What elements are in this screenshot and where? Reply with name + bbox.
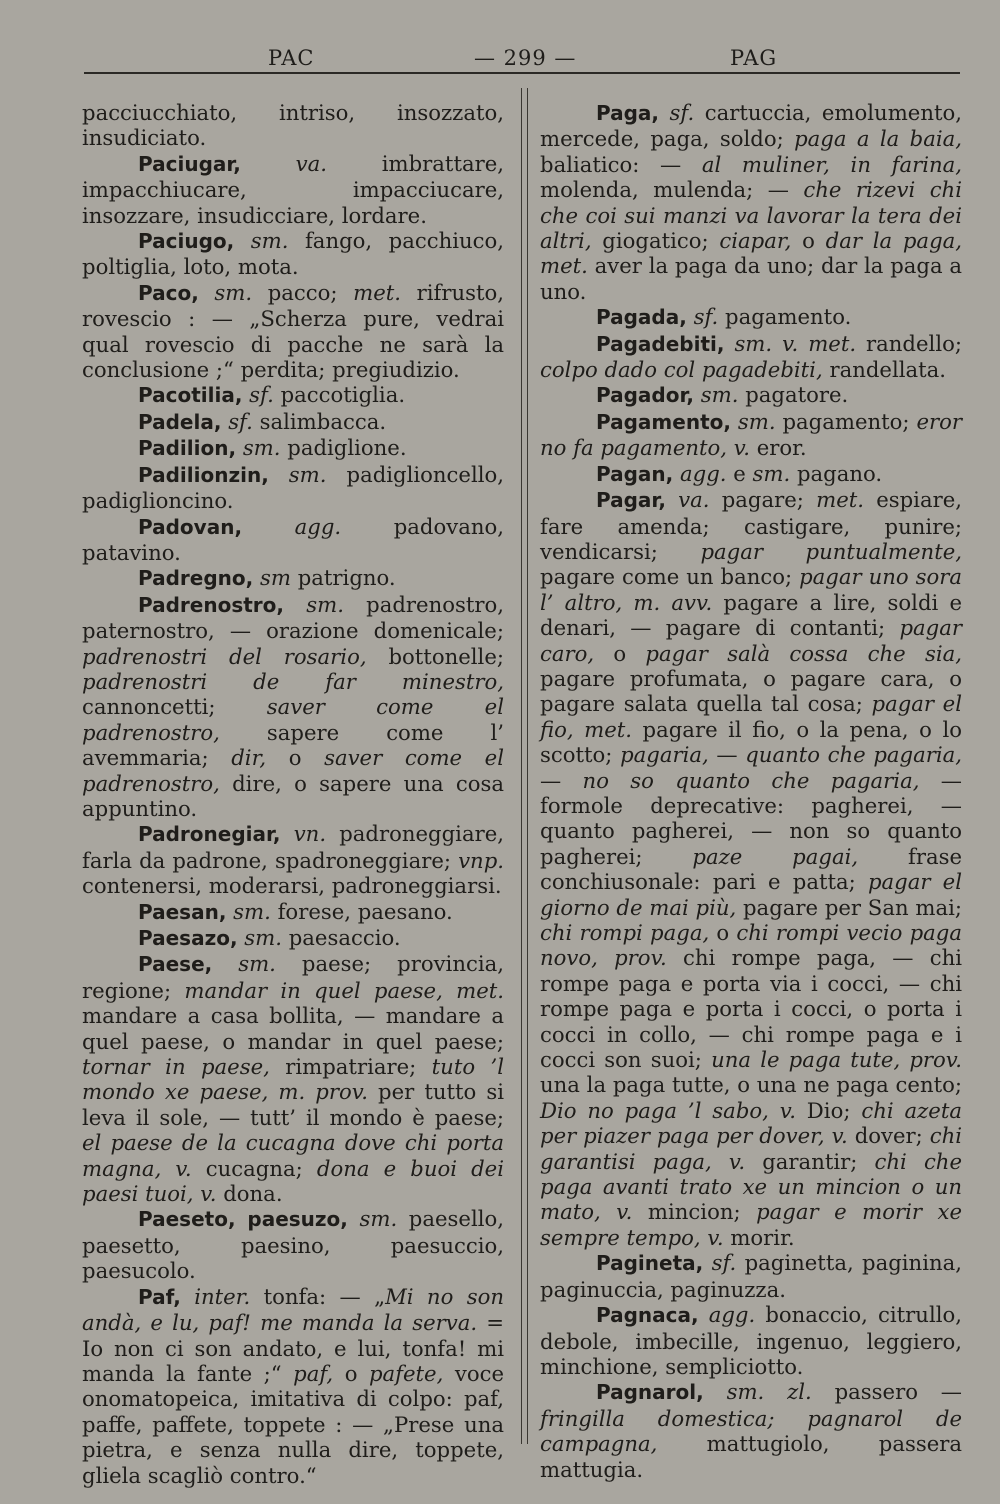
headword: Paeseto, paesuzo, <box>138 1207 348 1232</box>
definition-text: paese; provincia, regione; <box>82 951 504 1003</box>
definition-text: dire, o sapere una cosa appuntino. <box>82 770 504 821</box>
definition-text: morir. <box>723 1224 795 1250</box>
example-phrase: pagar salà cossa che sia, <box>645 640 962 666</box>
definition-text: dona. <box>216 1181 283 1207</box>
definition-text: pagare come un banco; <box>540 564 800 590</box>
grammar-label: sf. <box>686 304 719 330</box>
definition-text: rifrusto, rovescio : — „Scherza pure, vedrai qual rovescio di pacche ne sarà la conclusione ;“ perdita; pregiudizio. <box>82 279 505 383</box>
grammar-label: sf. <box>242 382 274 408</box>
definition-text: mattugiolo, passera mattugia. <box>540 1431 962 1482</box>
definition-text: garantir; <box>745 1148 875 1174</box>
example-phrase: paze pagai, <box>692 843 859 869</box>
example-phrase: dir, <box>231 745 267 771</box>
example-phrase: Mi no son andà, e lu, paf! me manda la serva. <box>82 1283 504 1336</box>
example-phrase: paf, <box>293 1360 334 1386</box>
definition-text: randellata. <box>822 357 947 383</box>
grammar-label: sm. <box>234 228 289 254</box>
definition-text: imbrattare, impacchiucare, impacciucare, insozzare, insudicciare, lordare. <box>82 150 504 228</box>
example-phrase: tornar in paese, <box>82 1054 270 1080</box>
definition-text: — <box>540 767 583 793</box>
grammar-label: sm. <box>212 951 276 977</box>
example-phrase: colpo dado col pagadebiti, <box>540 357 823 383</box>
grammar-label: sm <box>253 565 291 591</box>
example-phrase: fringilla domestica; pagnarol de campagna, <box>540 1405 962 1457</box>
definition-text: o <box>266 745 325 771</box>
definition-text: randello; <box>856 330 962 356</box>
column-divider <box>521 88 528 1444</box>
headword: Padregno, <box>138 566 254 591</box>
grammar-label: sm. <box>752 460 791 486</box>
grammar-label: agg. <box>242 513 342 539</box>
example-phrase: no so quanto che pagaria, <box>582 767 920 793</box>
dictionary-entry <box>82 821 504 898</box>
header-right-guide-word: PAG <box>730 46 778 70</box>
dictionary-entry <box>82 1206 504 1283</box>
grammar-label: sm. <box>237 925 282 950</box>
headword: Paga, <box>596 101 660 125</box>
definition-text: forese, paesano. <box>270 898 453 924</box>
definition-text: paccotiglia. <box>273 382 406 408</box>
headword: Pagador, <box>596 383 695 408</box>
headword: Pagnarol, <box>596 1380 704 1405</box>
definition-text: pagare profumata, o pagare cara, o pagare salata quella tal cosa; <box>540 665 962 717</box>
dictionary-entry <box>82 899 504 925</box>
example-phrase: padrenostri del rosario, <box>82 643 367 669</box>
headword: Paf, <box>138 1284 181 1309</box>
example-phrase: saver come el padrenostro, <box>82 694 504 745</box>
definition-text: pacco; <box>252 279 354 305</box>
grammar-label: inter. <box>180 1283 251 1309</box>
dictionary-entry <box>82 151 504 228</box>
grammar-label: sm. zl. <box>703 1379 812 1405</box>
example-phrase: paga a la baia, <box>794 126 962 152</box>
dictionary-entry <box>82 409 504 435</box>
dictionary-entry <box>82 1284 504 1488</box>
page-number: — 299 — <box>474 46 577 70</box>
dictionary-entry <box>540 487 962 1250</box>
dictionary-entry <box>82 514 504 566</box>
definition-text: molenda, mulenda; — <box>540 177 804 203</box>
grammar-label: sm. <box>694 382 739 408</box>
definition-text: una la paga tutte, o una ne paga cento; <box>540 1072 962 1098</box>
definition-text: pagatore. <box>738 382 849 408</box>
dictionary-entry <box>82 565 504 591</box>
dictionary-entry <box>540 100 962 304</box>
definition-text: patrigno. <box>290 565 396 591</box>
definition-text: aver la paga da uno; dar la paga a uno. <box>540 253 962 304</box>
definition-text: pagare per San mai; <box>736 894 962 920</box>
headword: Paciugar, <box>138 151 241 176</box>
definition-text: cucagna; <box>191 1155 317 1181</box>
example-phrase: al muliner, in farina, <box>701 151 962 177</box>
definition-text: pagare a lire, soldi e denari, — pagare di contanti; <box>540 589 963 641</box>
headword: Padela, <box>138 409 222 434</box>
definition-text: pagare il fio, o la pena, o lo scotto; <box>540 716 962 768</box>
definition-text: per tutto si leva il sole, — tutt’ il mondo è paese; <box>82 1079 504 1130</box>
headword: Paese, <box>138 952 213 977</box>
dictionary-entry <box>540 382 962 408</box>
example-phrase: una le paga tute, prov. <box>711 1047 962 1073</box>
grammar-label: sm. <box>198 279 253 305</box>
grammar-label: agg. <box>698 1302 756 1328</box>
definition-text: mincion; <box>632 1199 757 1225</box>
headword: Padilion, <box>138 436 237 461</box>
definition-text: padrenostro, paternostro, — orazione domenicale; <box>82 591 504 644</box>
example-phrase: pagar e morir xe sempre tempo, v. <box>540 1199 963 1250</box>
definition-text: salimbacca. <box>252 408 387 434</box>
dictionary-entry <box>82 280 504 383</box>
definition-text: contenersi, moderarsi, padroneggiarsi. <box>82 873 502 899</box>
grammar-label: sf. <box>703 1250 737 1276</box>
example-phrase: mandar in quel paese, met. <box>184 977 504 1003</box>
example-phrase: el paese de la cucagna dove chi porta magna, v. <box>82 1130 504 1181</box>
example-phrase: chi garantisi paga, v. <box>540 1123 962 1174</box>
definition-text: — <box>708 742 746 768</box>
grammar-label: sm. <box>347 1206 398 1232</box>
definition-text: fango, pacchiuco, poltiglia, loto, mota. <box>82 228 504 280</box>
headword: Paesazo, <box>138 926 238 950</box>
grammar-label: vnp. <box>458 847 504 873</box>
definition-text: tonfa: — „ <box>250 1283 386 1309</box>
dictionary-entry <box>540 1379 962 1482</box>
example-phrase: pagar uno sora l’ altro, m. avv. <box>540 564 962 615</box>
headword: Padronegiar, <box>138 822 281 847</box>
grammar-label: sf. <box>659 100 695 125</box>
example-phrase: dar la paga, met. <box>540 228 962 279</box>
headword: Pagamento, <box>596 409 731 434</box>
definition-text: pagare; <box>709 487 817 513</box>
definition-text: paesaccio. <box>282 925 401 950</box>
definition-text: rimpatriare; <box>269 1054 432 1080</box>
grammar-label: sm. <box>268 461 327 487</box>
headword: Pacotilia, <box>138 383 243 408</box>
definition-text: passero — <box>811 1379 962 1405</box>
definition-text: padiglione. <box>280 435 407 461</box>
definition-text: o <box>333 1360 369 1386</box>
grammar-label: agg. <box>673 460 727 486</box>
headword: Pagar, <box>596 488 666 513</box>
definition-text: o <box>594 640 646 666</box>
example-phrase: chi azeta per piazer paga per dover, v. <box>540 1097 962 1149</box>
definition-text: pacciucchiato, intriso, insozzato, insudiciato. <box>82 100 504 151</box>
definition-text: padovano, patavino. <box>82 513 504 565</box>
headword: Padilionzin, <box>138 462 269 487</box>
grammar-label: va. <box>240 150 327 176</box>
definition-text: Dio; <box>795 1097 862 1123</box>
definition-text: — formole deprecative: pagherei, — quanto pagherei, — non so quanto pagherei; <box>540 767 962 869</box>
definition-text: frase conchiusonale: pari e patta; <box>540 843 962 895</box>
dictionary-entry <box>82 951 504 1206</box>
example-phrase: dona e buoi dei paesi tuoi, v. <box>82 1155 504 1207</box>
definition-text: chi rompe paga, — chi rompe paga e porta via i cocci, — chi rompe paga e porta i cocci, o porta i cocci in collo, — chi rompe paga e i cocci son suoi; <box>540 945 963 1073</box>
definition-text: cannoncetti; <box>82 694 267 720</box>
header-left-guide-word: PAC <box>268 46 315 70</box>
grammar-label: met. <box>353 279 402 305</box>
grammar-label: sm. <box>226 898 271 924</box>
dictionary-entry <box>82 592 504 822</box>
example-phrase: saver come el padrenostro, <box>82 745 504 796</box>
grammar-label: sm. <box>236 435 281 461</box>
definition-text: mandare a casa bollita, — mandare a quel paese, o mandar in quel paese; <box>82 1003 504 1054</box>
headword: Pagineta, <box>596 1251 704 1276</box>
definition-text: padiglioncello, padiglioncino. <box>82 461 505 514</box>
grammar-label: met. <box>816 487 864 513</box>
definition-text: pagamento; <box>775 408 917 434</box>
headword: Padrenostro, <box>138 592 285 617</box>
right-column <box>540 100 962 1482</box>
headword: Paciugo, <box>138 229 235 254</box>
dictionary-entry <box>82 925 504 951</box>
dictionary-entry <box>82 462 504 514</box>
dictionary-entry <box>540 409 962 461</box>
grammar-label: sm. <box>730 408 776 434</box>
definition-text: = Io non ci son andato, e lui, tonfa! mi manda la fante ;“ <box>82 1310 504 1386</box>
example-phrase: chi rompi paga, <box>540 920 710 945</box>
headword: Pagnaca, <box>596 1303 699 1328</box>
headword: Pagada, <box>596 305 687 330</box>
definition-text: dover; <box>847 1123 930 1149</box>
definition-text: espiare, fare amenda; castigare, punire; vendicarsi; <box>540 487 962 564</box>
example-phrase: pagar el giorno de mai più, <box>540 869 962 920</box>
definition-text: bottonelle; <box>366 643 504 669</box>
dictionary-entry <box>540 331 962 383</box>
grammar-label: vn. <box>280 821 327 847</box>
example-phrase: pafete, <box>368 1360 444 1386</box>
left-column <box>82 100 504 1488</box>
definition-text: pagano. <box>790 460 883 486</box>
example-phrase: eror no fa pagamento, v. <box>540 408 962 461</box>
example-phrase: chi rompi vecio paga novo, prov. <box>540 920 962 971</box>
definition-text: eror. <box>749 435 807 461</box>
grammar-label: sm. <box>284 591 344 617</box>
definition-text: giogatico; <box>591 228 720 254</box>
headword: Pagadebiti, <box>596 331 725 356</box>
example-phrase: chi che paga avanti trato xe un mincion o un mato, v. <box>540 1148 962 1225</box>
definition-text: paesello, paesetto, paesino, paesuccio, paesucolo. <box>82 1206 504 1284</box>
dictionary-entry <box>540 304 962 330</box>
example-phrase: tuto ’l mondo xe paese, m. prov. <box>82 1054 504 1105</box>
dictionary-entry <box>540 1250 962 1302</box>
header-rule <box>84 72 960 74</box>
definition-text: pagamento. <box>718 304 852 330</box>
definition-text: cartuccia, emolumento, mercede, paga, soldo; <box>540 100 962 152</box>
definition-text: sapere come l’ avemmaria; <box>82 719 504 771</box>
headword: Paesan, <box>138 899 227 924</box>
definition-text: o <box>791 228 826 254</box>
running-head <box>84 40 960 74</box>
example-phrase: pagar puntualmente, <box>700 538 962 564</box>
definition-text: voce onomatopeica, imitativa di colpo: paf, paffe, paffete, toppete : — „Prese una pietra, e senza nulla dire, toppete, gliela scagliò contro.“ <box>82 1360 504 1488</box>
example-phrase: padrenostri de far minestro, <box>82 668 504 694</box>
example-phrase: pagar el fio, met. <box>540 691 962 742</box>
definition-text: paginetta, paginina, paginuccia, paginuzza. <box>540 1250 962 1302</box>
dictionary-entry <box>82 100 504 151</box>
grammar-label: sm. v. met. <box>724 330 857 356</box>
definition-text: o <box>709 920 737 945</box>
dictionary-entry <box>82 435 504 461</box>
definition-text: bonaccio, citrullo, debole, imbecille, ingenuo, leggiero, minchione, sempliciotto. <box>540 1302 962 1379</box>
example-phrase: pagaria, <box>620 742 709 768</box>
example-phrase: quanto che pagaria, <box>745 742 962 768</box>
example-phrase: ciapar, <box>719 228 792 254</box>
dictionary-entry <box>540 1302 962 1379</box>
example-phrase: Dio no paga ’l sabo, v. <box>540 1097 796 1123</box>
example-phrase: pagar caro, <box>540 615 962 666</box>
dictionary-entry <box>82 382 504 408</box>
headword: Pagan, <box>596 461 674 486</box>
grammar-label: va. <box>665 487 710 513</box>
definition-text: e <box>726 460 753 486</box>
example-phrase: che rizevi chi che coi sui manzi va lavorar la tera dei altri, <box>540 177 962 254</box>
dictionary-entry <box>540 461 962 487</box>
headword: Paco, <box>138 280 199 305</box>
definition-text: baliatico: — <box>540 151 702 177</box>
dictionary-entry <box>82 228 504 280</box>
headword: Padovan, <box>138 514 243 539</box>
grammar-label: sf. <box>221 408 253 434</box>
definition-text: padroneggiare, farla da padrone, spadroneggiare; <box>82 821 504 873</box>
